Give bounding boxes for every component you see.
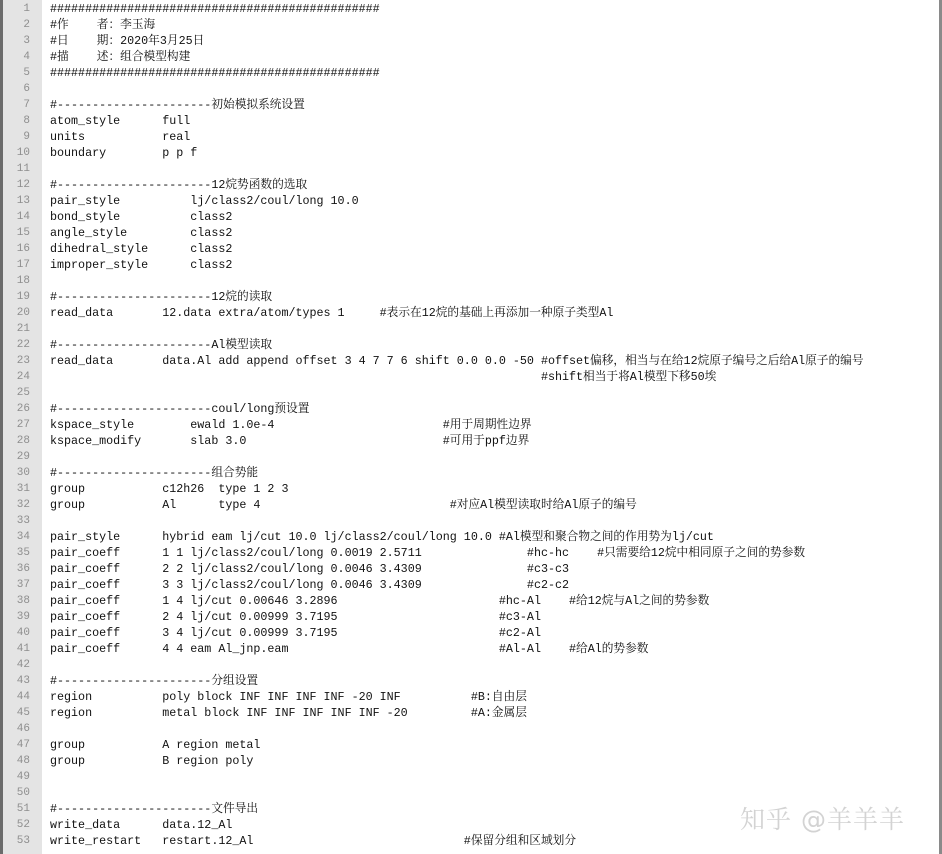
code-text: kspace_style ewald 1.0e-4 #用于周期性边界 — [50, 418, 532, 432]
code-line[interactable] — [0, 177, 939, 193]
code-text: write_restart restart.12_Al #保留分组和区域划分 — [50, 834, 577, 848]
line-number: 45 — [16, 707, 30, 719]
code-text: #----------------------12烷的读取 — [50, 290, 273, 304]
line-number: 22 — [16, 339, 30, 351]
code-line[interactable] — [0, 657, 939, 673]
code-line[interactable] — [0, 641, 939, 657]
code-text: group B region poly — [50, 754, 254, 768]
line-number: 17 — [16, 259, 30, 271]
code-text: dihedral_style class2 — [50, 242, 233, 256]
line-number: 24 — [16, 371, 30, 383]
code-text: units real — [50, 130, 191, 144]
line-number: 15 — [16, 227, 30, 239]
code-line[interactable] — [0, 17, 939, 33]
line-number: 20 — [16, 307, 30, 319]
code-text: region metal block INF INF INF INF INF -20 #A:金属层 — [50, 706, 527, 720]
code-line[interactable] — [0, 705, 939, 721]
line-number: 51 — [16, 803, 30, 815]
line-number: 23 — [16, 355, 30, 367]
code-text: read_data data.Al add append offset 3 4 7 7 6 shift 0.0 0.0 -50 #offset偏移，相当与在给12烷原子编号之后给Al原子的编号 — [50, 354, 864, 368]
line-number: 8 — [23, 115, 30, 127]
code-text: ############################################### — [50, 2, 380, 16]
line-number: 31 — [16, 483, 30, 495]
code-line[interactable] — [0, 529, 939, 545]
code-line[interactable] — [0, 785, 939, 801]
code-line[interactable] — [0, 225, 939, 241]
line-number: 11 — [16, 163, 30, 175]
line-number: 28 — [16, 435, 30, 447]
code-text: #----------------------组合势能 — [50, 466, 259, 480]
code-line[interactable] — [0, 497, 939, 513]
line-number: 27 — [16, 419, 30, 431]
code-text: pair_style hybrid eam lj/cut 10.0 lj/class2/coul/long 10.0 #Al模型和聚合物之间的作用势为lj/cut — [50, 530, 714, 544]
code-line[interactable] — [0, 385, 939, 401]
code-line[interactable] — [0, 337, 939, 353]
code-text: #----------------------文件导出 — [50, 802, 259, 816]
line-number: 32 — [16, 499, 30, 511]
code-line[interactable] — [0, 737, 939, 753]
code-text: region poly block INF INF INF INF -20 INF #B:自由层 — [50, 690, 527, 704]
code-line[interactable] — [0, 577, 939, 593]
code-line[interactable] — [0, 593, 939, 609]
code-line[interactable] — [0, 49, 939, 65]
line-number: 9 — [23, 131, 30, 143]
code-line[interactable] — [0, 241, 939, 257]
line-number: 21 — [16, 323, 30, 335]
line-number: 18 — [16, 275, 30, 287]
line-number: 50 — [16, 787, 30, 799]
code-text: read_data 12.data extra/atom/types 1 #表示在12烷的基础上再添加一种原子类型Al — [50, 306, 614, 320]
code-text: write_data data.12_Al — [50, 818, 233, 832]
code-line[interactable] — [0, 97, 939, 113]
line-number: 7 — [23, 99, 30, 111]
code-text: #----------------------Al模型读取 — [50, 338, 273, 352]
code-line[interactable] — [0, 545, 939, 561]
code-line[interactable] — [0, 145, 939, 161]
code-line[interactable] — [0, 193, 939, 209]
code-text: #----------------------分组设置 — [50, 674, 259, 688]
line-number: 33 — [16, 515, 30, 527]
code-text: pair_coeff 1 1 lj/class2/coul/long 0.0019 2.5711 #hc-hc #只需要给12烷中相同原子之间的势参数 — [50, 546, 806, 560]
code-line[interactable] — [0, 305, 939, 321]
line-number: 25 — [16, 387, 30, 399]
code-line[interactable] — [0, 321, 939, 337]
code-line[interactable] — [0, 481, 939, 497]
code-text: improper_style class2 — [50, 258, 233, 272]
code-text: #作 者：李玉海 — [50, 18, 156, 32]
code-text: angle_style class2 — [50, 226, 233, 240]
code-line[interactable] — [0, 369, 939, 385]
line-number: 12 — [16, 179, 30, 191]
code-line[interactable] — [0, 609, 939, 625]
line-number: 48 — [16, 755, 30, 767]
code-line[interactable] — [0, 689, 939, 705]
line-number: 16 — [16, 243, 30, 255]
line-number: 6 — [23, 83, 30, 95]
line-number: 36 — [16, 563, 30, 575]
line-number: 5 — [23, 67, 30, 79]
code-text: pair_coeff 1 4 lj/cut 0.00646 3.2896 #hc-Al #给12烷与Al之间的势参数 — [50, 594, 710, 608]
code-text: #----------------------初始模拟系统设置 — [50, 98, 305, 112]
code-line[interactable] — [0, 129, 939, 145]
code-line[interactable] — [0, 353, 939, 369]
code-line[interactable] — [0, 753, 939, 769]
code-line[interactable] — [0, 673, 939, 689]
code-text: kspace_modify slab 3.0 #可用于ppf边界 — [50, 434, 530, 448]
line-number: 42 — [16, 659, 30, 671]
line-number: 35 — [16, 547, 30, 559]
line-number: 39 — [16, 611, 30, 623]
line-number: 19 — [16, 291, 30, 303]
line-number: 40 — [16, 627, 30, 639]
code-text: #----------------------12烷势函数的选取 — [50, 178, 308, 192]
line-number: 3 — [23, 35, 30, 47]
code-text: pair_coeff 2 4 lj/cut 0.00999 3.7195 #c3-Al — [50, 610, 541, 624]
code-line[interactable] — [0, 625, 939, 641]
line-number: 53 — [16, 835, 30, 847]
line-number: 29 — [16, 451, 30, 463]
code-line[interactable] — [0, 561, 939, 577]
code-line[interactable] — [0, 273, 939, 289]
code-text: group A region metal — [50, 738, 261, 752]
line-number: 1 — [23, 3, 30, 15]
code-line[interactable] — [0, 257, 939, 273]
code-text: ############################################### — [50, 66, 380, 80]
line-number: 41 — [16, 643, 30, 655]
code-line[interactable] — [0, 161, 939, 177]
line-number: 46 — [16, 723, 30, 735]
code-text: #日 期：2020年3月25日 — [50, 34, 205, 48]
line-number: 30 — [16, 467, 30, 479]
code-text: #描 述：组合模型构建 — [50, 50, 191, 64]
code-line[interactable] — [0, 465, 939, 481]
line-number: 38 — [16, 595, 30, 607]
code-line[interactable] — [0, 289, 939, 305]
code-line[interactable] — [0, 417, 939, 433]
code-line[interactable] — [0, 81, 939, 97]
line-number: 4 — [23, 51, 30, 63]
code-text: pair_coeff 4 4 eam Al_jnp.eam #Al-Al #给Al的势参数 — [50, 642, 649, 656]
line-number: 14 — [16, 211, 30, 223]
code-text: pair_coeff 2 2 lj/class2/coul/long 0.0046 3.4309 #c3-c3 — [50, 562, 570, 576]
line-number: 37 — [16, 579, 30, 591]
code-line[interactable] — [0, 1, 939, 17]
code-text: group Al type 4 #对应Al模型读取时给Al原子的编号 — [50, 498, 637, 512]
line-number: 49 — [16, 771, 30, 783]
line-number: 2 — [23, 19, 30, 31]
line-number: 10 — [16, 147, 30, 159]
code-text: boundary p p f — [50, 146, 198, 160]
code-text: atom_style full — [50, 114, 191, 128]
line-number: 47 — [16, 739, 30, 751]
code-text: pair_coeff 3 4 lj/cut 0.00999 3.7195 #c2-Al — [50, 626, 541, 640]
code-line[interactable] — [0, 449, 939, 465]
code-line[interactable] — [0, 401, 939, 417]
code-text: group c12h26 type 1 2 3 — [50, 482, 289, 496]
code-line[interactable] — [0, 769, 939, 785]
line-number: 43 — [16, 675, 30, 687]
line-number: 13 — [16, 195, 30, 207]
line-number: 44 — [16, 691, 30, 703]
code-line[interactable] — [0, 113, 939, 129]
code-line[interactable] — [0, 65, 939, 81]
code-line[interactable] — [0, 209, 939, 225]
code-line[interactable] — [0, 513, 939, 529]
code-text: pair_style lj/class2/coul/long 10.0 — [50, 194, 359, 208]
code-text: bond_style class2 — [50, 210, 233, 224]
code-text: #shift相当于将Al模型下移50埃 — [50, 370, 717, 384]
code-text: #----------------------coul/long预设置 — [50, 402, 310, 416]
line-number: 34 — [16, 531, 30, 543]
code-line[interactable] — [0, 33, 939, 49]
code-line[interactable] — [0, 721, 939, 737]
code-line[interactable] — [0, 433, 939, 449]
code-text: pair_coeff 3 3 lj/class2/coul/long 0.0046 3.4309 #c2-c2 — [50, 578, 570, 592]
watermark: 知乎 @羊羊羊 — [740, 805, 905, 834]
line-number: 52 — [16, 819, 30, 831]
code-lines[interactable] — [0, 1, 939, 849]
line-number: 26 — [16, 403, 30, 415]
